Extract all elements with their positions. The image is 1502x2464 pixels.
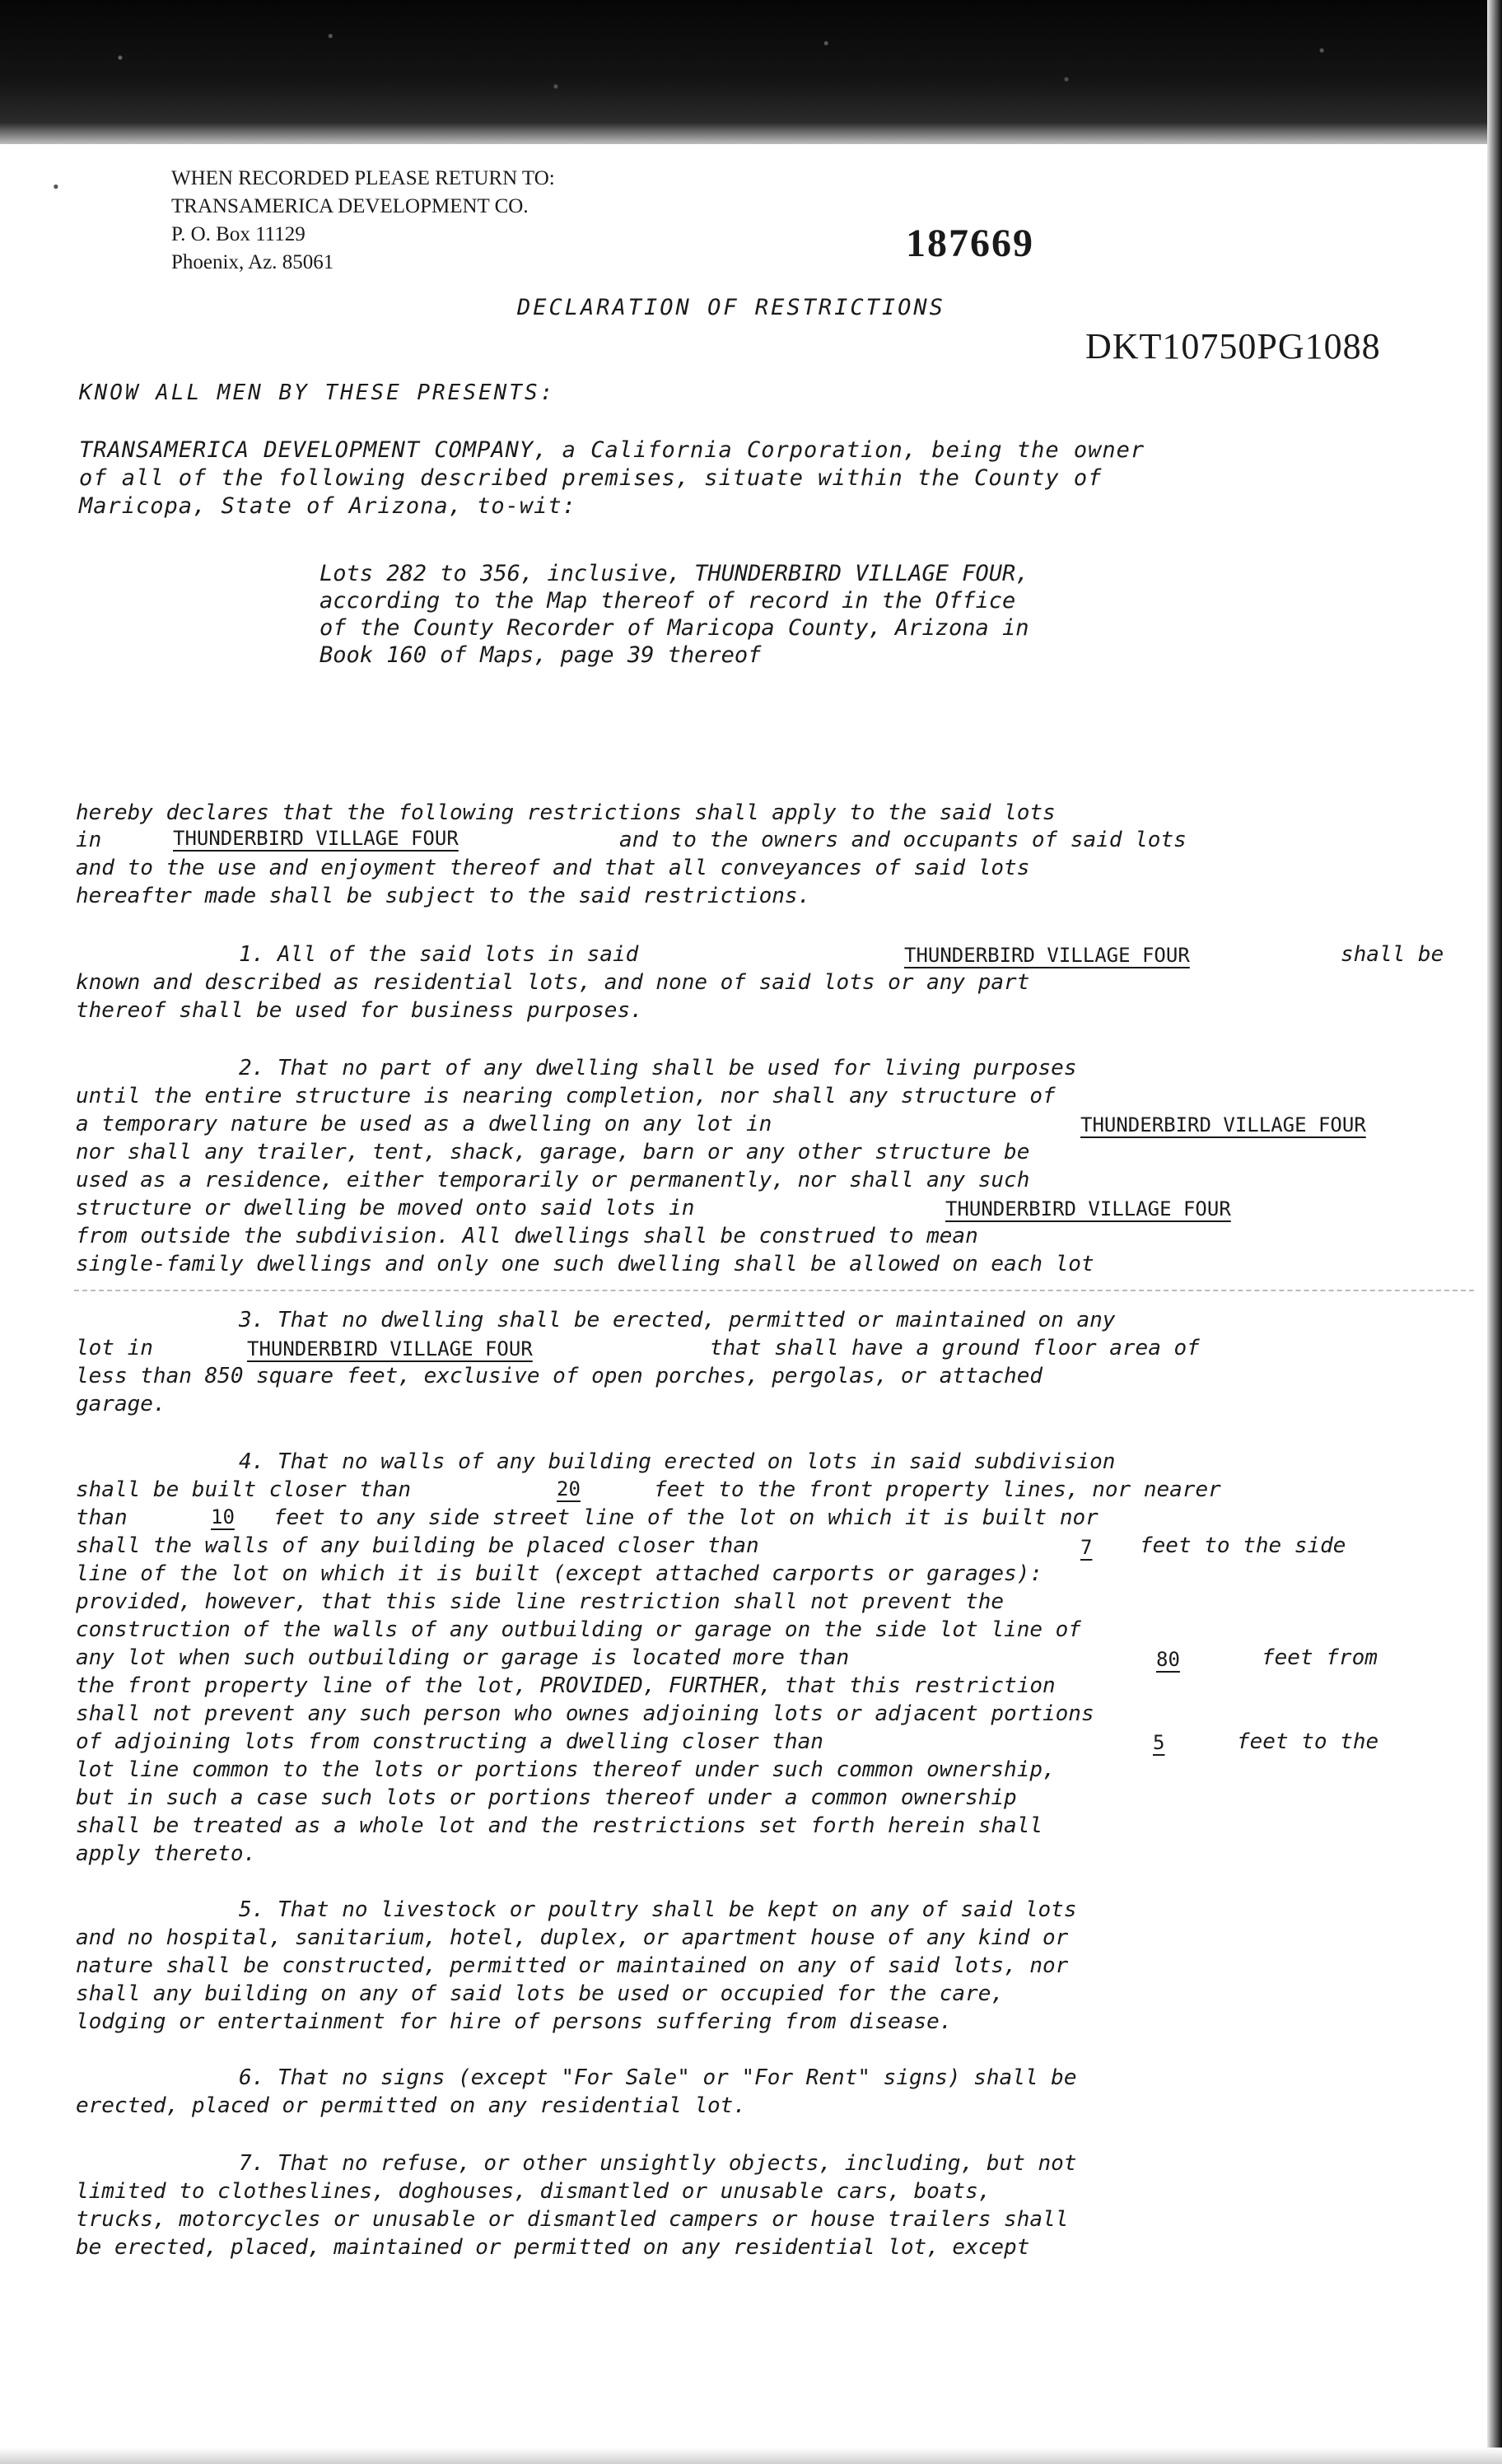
declares-line: hereby declares that the following restrictions shall apply to the said lots: [76, 800, 1056, 825]
common-ownership-blank: 5: [1153, 1731, 1165, 1754]
return-line: Phoenix, Az. 85061: [171, 251, 334, 273]
side-street-setback-blank: 10: [211, 1505, 235, 1528]
p4-line: any lot when such outbuilding or garage is located more than: [76, 1645, 850, 1670]
p1-line: shall be: [1341, 942, 1444, 967]
intro-line: TRANSAMERICA DEVELOPMENT COMPANY, a California Corporation, being the owner: [79, 437, 1145, 463]
p4-line: feet from: [1262, 1645, 1378, 1670]
p5-line: shall any building on any of said lots be used or occupied for the care,: [76, 1981, 1005, 2006]
declares-line: hereafter made shall be subject to the said restrictions.: [76, 884, 811, 908]
subdivision-blank: THUNDERBIRD VILLAGE FOUR: [1080, 1113, 1366, 1136]
p5-line: and no hospital, sanitarium, hotel, duplex, or apartment house of any kind or: [76, 1925, 1069, 1950]
p7-line: 7. That no refuse, or other unsightly objects, including, but not: [239, 2151, 1077, 2176]
p4-line: construction of the walls of any outbuilding or garage on the side lot line of: [76, 1617, 1081, 1642]
p4-line: line of the lot on which it is built (except attached carports or garages):: [76, 1561, 1043, 1586]
p2-line: from outside the subdivision. All dwellings shall be construed to mean: [76, 1224, 978, 1248]
return-address-block: [171, 165, 555, 277]
legal-line: Book 160 of Maps, page 39 thereof: [320, 642, 762, 668]
p4-line: feet to the front property lines, nor nearer: [654, 1477, 1221, 1502]
fold-line: [74, 1290, 1474, 1291]
p4-line: feet to any side street line of the lot on which it is built nor: [273, 1505, 1099, 1530]
p5-line: lodging or entertainment for hire of persons suffering from disease.: [76, 2009, 953, 2034]
p5-line: nature shall be constructed, permitted or maintained on any of said lots, nor: [76, 1953, 1069, 1978]
p5-line: 5. That no livestock or poultry shall be kept on any of said lots: [239, 1897, 1077, 1922]
intro-line: of all of the following described premises, situate within the County of: [79, 465, 1103, 491]
p3-line: lot in: [76, 1336, 153, 1360]
return-line: P. O. Box 11129: [171, 223, 306, 245]
p4-line: feet to the side: [1140, 1533, 1346, 1558]
outbuilding-distance-blank: 80: [1156, 1648, 1180, 1671]
declares-line: in: [76, 828, 102, 852]
p2-line: 2. That no part of any dwelling shall be used for living purposes: [239, 1056, 1077, 1080]
legal-line: Lots 282 to 356, inclusive, THUNDERBIRD VILLAGE FOUR,: [320, 561, 1029, 586]
p4-line: shall the walls of any building be placed closer than: [76, 1533, 759, 1558]
p4-line: shall not prevent any such person who ownes adjoining lots or adjacent portions: [76, 1701, 1094, 1726]
p4-line: lot line common to the lots or portions thereof under such common ownership,: [76, 1757, 1056, 1782]
subdivision-blank: THUNDERBIRD VILLAGE FOUR: [945, 1197, 1231, 1220]
subdivision-blank: THUNDERBIRD VILLAGE FOUR: [173, 827, 459, 850]
p3-line: garage.: [76, 1392, 166, 1416]
p6-line: 6. That no signs (except "For Sale" or "For Rent" signs) shall be: [239, 2065, 1077, 2090]
recording-number: 187669: [906, 222, 1034, 265]
intro-paragraph: [79, 436, 1145, 520]
subdivision-blank: THUNDERBIRD VILLAGE FOUR: [247, 1337, 533, 1360]
p3-line: less than 850 square feet, exclusive of open porches, pergolas, or attached: [76, 1364, 1043, 1388]
p6-line: erected, placed or permitted on any residential lot.: [76, 2093, 746, 2118]
p3-line: that shall have a ground floor area of: [710, 1336, 1200, 1360]
p1-line: 1. All of the said lots in said: [239, 942, 639, 967]
declares-line: and to the use and enjoyment thereof and that all conveyances of said lots: [76, 856, 1030, 880]
p4-line: of adjoining lots from constructing a dwelling closer than: [76, 1729, 823, 1754]
subdivision-blank: THUNDERBIRD VILLAGE FOUR: [904, 944, 1190, 967]
document-title: DECLARATION OF RESTRICTIONS: [517, 295, 945, 320]
p2-line: until the entire structure is nearing completion, nor shall any structure of: [76, 1084, 1056, 1108]
p4-line: 4. That no walls of any building erected on lots in said subdivision: [239, 1449, 1116, 1474]
p7-line: trucks, motorcycles or unusable or dismantled campers or house trailers shall: [76, 2207, 1069, 2232]
p4-line: but in such a case such lots or portions thereof under a common ownership: [76, 1785, 1017, 1810]
p4-line: shall be treated as a whole lot and the restrictions set forth herein shall: [76, 1813, 1043, 1838]
margin-mark: •: [53, 176, 59, 197]
side-setback-blank: 7: [1080, 1536, 1093, 1559]
legal-line: of the County Recorder of Maricopa County, Arizona in: [320, 615, 1029, 641]
p4-line: provided, however, that this side line restriction shall not prevent the: [76, 1589, 1005, 1614]
p2-line: structure or dwelling be moved onto said lots in: [76, 1196, 695, 1220]
scanner-edge-shadow: [1487, 0, 1502, 2464]
p4-line: the front property line of the lot, PROVIDED, FURTHER, that this restriction: [76, 1673, 1056, 1698]
p2-line: used as a residence, either temporarily or permanently, nor shall any such: [76, 1168, 1030, 1192]
p1-line: thereof shall be used for business purposes.: [76, 998, 643, 1023]
return-line: TRANSAMERICA DEVELOPMENT CO.: [171, 195, 529, 217]
p7-line: limited to clotheslines, doghouses, dismantled or unusable cars, boats,: [76, 2179, 991, 2204]
page-bottom-edge: [0, 2448, 1502, 2464]
scanner-dark-band: [0, 0, 1502, 144]
p4-line: apply thereto.: [76, 1841, 257, 1866]
declares-line: and to the owners and occupants of said lots: [619, 828, 1187, 852]
p3-line: 3. That no dwelling shall be erected, permitted or maintained on any: [239, 1308, 1116, 1332]
front-setback-blank: 20: [557, 1477, 581, 1500]
p7-line: be erected, placed, maintained or permitted on any residential lot, except: [76, 2235, 1030, 2260]
docket-page-stamp: DKT10750PG1088: [1085, 326, 1381, 366]
legal-description: [320, 560, 1029, 669]
p2-line: a temporary nature be used as a dwelling on any lot in: [76, 1112, 772, 1136]
p4-line: shall be built closer than: [76, 1477, 411, 1502]
intro-line: Maricopa, State of Arizona, to-wit:: [79, 493, 576, 519]
preamble: KNOW ALL MEN BY THESE PRESENTS:: [79, 380, 556, 405]
p2-line: nor shall any trailer, tent, shack, garage, barn or any other structure be: [76, 1140, 1030, 1164]
p2-line: single-family dwellings and only one such dwelling shall be allowed on each lot: [76, 1252, 1094, 1276]
legal-line: according to the Map thereof of record in the Office: [320, 588, 1016, 614]
p1-line: known and described as residential lots, and none of said lots or any part: [76, 970, 1030, 995]
p4-line: feet to the: [1237, 1729, 1379, 1754]
return-line: WHEN RECORDED PLEASE RETURN TO:: [171, 167, 555, 189]
p4-line: than: [76, 1505, 128, 1530]
